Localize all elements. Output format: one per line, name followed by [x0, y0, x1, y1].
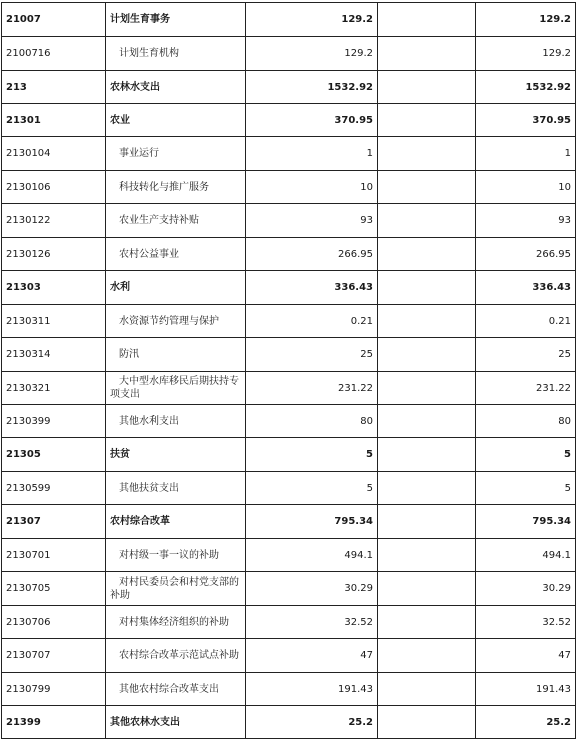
amount-cell: 25 [246, 338, 378, 372]
amount-cell: 1532.92 [246, 71, 378, 104]
empty-cell [378, 539, 476, 572]
amount-cell: 47 [246, 639, 378, 673]
account-name-cell: 农村综合改革示范试点补助 [106, 639, 246, 673]
account-name-cell: 其他农村综合改革支出 [106, 673, 246, 706]
account-name-cell: 大中型水库移民后期扶持专项支出 [106, 372, 246, 405]
amount-cell: 1 [246, 137, 378, 171]
table-row [2, 271, 576, 305]
account-name-cell: 水利 [106, 271, 246, 305]
table-row [2, 405, 576, 438]
account-name-cell: 对村集体经济组织的补助 [106, 606, 246, 639]
empty-cell [378, 71, 476, 104]
table-row [2, 3, 576, 37]
total-cell: 32.52 [476, 606, 576, 639]
table-row [2, 673, 576, 706]
total-cell: 1 [476, 137, 576, 171]
account-code-cell: 2130106 [2, 171, 106, 204]
empty-cell [378, 104, 476, 137]
account-code-cell: 2130707 [2, 639, 106, 673]
empty-cell [378, 706, 476, 739]
account-name-cell: 农业 [106, 104, 246, 137]
total-cell: 266.95 [476, 238, 576, 271]
empty-cell [378, 673, 476, 706]
table-row [2, 238, 576, 271]
account-code-cell: 213 [2, 71, 106, 104]
empty-cell [378, 305, 476, 338]
account-code-cell: 21007 [2, 3, 106, 37]
empty-cell [378, 438, 476, 472]
empty-cell [378, 3, 476, 37]
account-code-cell: 2130314 [2, 338, 106, 372]
account-code-cell: 21303 [2, 271, 106, 305]
table-row [2, 305, 576, 338]
empty-cell [378, 37, 476, 71]
table-row [2, 472, 576, 505]
table-row [2, 37, 576, 71]
account-name-cell: 科技转化与推广服务 [106, 171, 246, 204]
table-row [2, 539, 576, 572]
amount-cell: 336.43 [246, 271, 378, 305]
amount-cell: 494.1 [246, 539, 378, 572]
table-row [2, 104, 576, 137]
account-code-cell: 2130122 [2, 204, 106, 238]
table-row [2, 71, 576, 104]
account-name-cell: 防汛 [106, 338, 246, 372]
amount-cell: 80 [246, 405, 378, 438]
amount-cell: 370.95 [246, 104, 378, 137]
total-cell: 370.95 [476, 104, 576, 137]
total-cell: 5 [476, 472, 576, 505]
empty-cell [378, 338, 476, 372]
total-cell: 25 [476, 338, 576, 372]
table-row [2, 639, 576, 673]
amount-cell: 25.2 [246, 706, 378, 739]
account-name-cell: 农村综合改革 [106, 505, 246, 539]
account-code-cell: 2130706 [2, 606, 106, 639]
table-row [2, 706, 576, 739]
account-name-cell: 扶贫 [106, 438, 246, 472]
empty-cell [378, 606, 476, 639]
table-row [2, 372, 576, 405]
account-code-cell: 2130311 [2, 305, 106, 338]
table-row [2, 606, 576, 639]
total-cell: 5 [476, 438, 576, 472]
total-cell: 0.21 [476, 305, 576, 338]
empty-cell [378, 639, 476, 673]
total-cell: 30.29 [476, 572, 576, 606]
budget-table-body [2, 3, 576, 739]
account-code-cell: 2100716 [2, 37, 106, 71]
account-name-cell: 计划生育事务 [106, 3, 246, 37]
amount-cell: 30.29 [246, 572, 378, 606]
amount-cell: 191.43 [246, 673, 378, 706]
total-cell: 10 [476, 171, 576, 204]
account-code-cell: 21307 [2, 505, 106, 539]
account-name-cell: 水资源节约管理与保护 [106, 305, 246, 338]
amount-cell: 795.34 [246, 505, 378, 539]
total-cell: 336.43 [476, 271, 576, 305]
total-cell: 93 [476, 204, 576, 238]
account-code-cell: 2130399 [2, 405, 106, 438]
empty-cell [378, 171, 476, 204]
account-code-cell: 2130705 [2, 572, 106, 606]
amount-cell: 0.21 [246, 305, 378, 338]
empty-cell [378, 572, 476, 606]
amount-cell: 5 [246, 472, 378, 505]
account-name-cell: 农村公益事业 [106, 238, 246, 271]
account-code-cell: 2130599 [2, 472, 106, 505]
account-name-cell: 其他水利支出 [106, 405, 246, 438]
amount-cell: 5 [246, 438, 378, 472]
total-cell: 129.2 [476, 37, 576, 71]
account-name-cell: 对村民委员会和村党支部的补助 [106, 572, 246, 606]
table-row [2, 572, 576, 606]
table-row [2, 338, 576, 372]
table-row [2, 137, 576, 171]
empty-cell [378, 137, 476, 171]
empty-cell [378, 238, 476, 271]
empty-cell [378, 271, 476, 305]
amount-cell: 266.95 [246, 238, 378, 271]
account-name-cell: 其他农林水支出 [106, 706, 246, 739]
total-cell: 191.43 [476, 673, 576, 706]
account-name-cell: 其他扶贫支出 [106, 472, 246, 505]
account-code-cell: 2130104 [2, 137, 106, 171]
amount-cell: 129.2 [246, 37, 378, 71]
total-cell: 129.2 [476, 3, 576, 37]
empty-cell [378, 372, 476, 405]
table-row [2, 204, 576, 238]
account-code-cell: 2130799 [2, 673, 106, 706]
amount-cell: 93 [246, 204, 378, 238]
amount-cell: 10 [246, 171, 378, 204]
account-code-cell: 2130701 [2, 539, 106, 572]
account-name-cell: 计划生育机构 [106, 37, 246, 71]
account-code-cell: 21301 [2, 104, 106, 137]
total-cell: 80 [476, 405, 576, 438]
account-name-cell: 对村级一事一议的补助 [106, 539, 246, 572]
account-code-cell: 21399 [2, 706, 106, 739]
table-row [2, 438, 576, 472]
empty-cell [378, 472, 476, 505]
total-cell: 25.2 [476, 706, 576, 739]
account-name-cell: 事业运行 [106, 137, 246, 171]
amount-cell: 129.2 [246, 3, 378, 37]
amount-cell: 32.52 [246, 606, 378, 639]
table-row [2, 505, 576, 539]
total-cell: 1532.92 [476, 71, 576, 104]
empty-cell [378, 505, 476, 539]
account-name-cell: 农林水支出 [106, 71, 246, 104]
total-cell: 494.1 [476, 539, 576, 572]
empty-cell [378, 405, 476, 438]
empty-cell [378, 204, 476, 238]
account-code-cell: 2130321 [2, 372, 106, 405]
account-code-cell: 2130126 [2, 238, 106, 271]
total-cell: 47 [476, 639, 576, 673]
account-code-cell: 21305 [2, 438, 106, 472]
budget-table [1, 2, 576, 739]
amount-cell: 231.22 [246, 372, 378, 405]
total-cell: 231.22 [476, 372, 576, 405]
table-row [2, 171, 576, 204]
account-name-cell: 农业生产支持补贴 [106, 204, 246, 238]
total-cell: 795.34 [476, 505, 576, 539]
